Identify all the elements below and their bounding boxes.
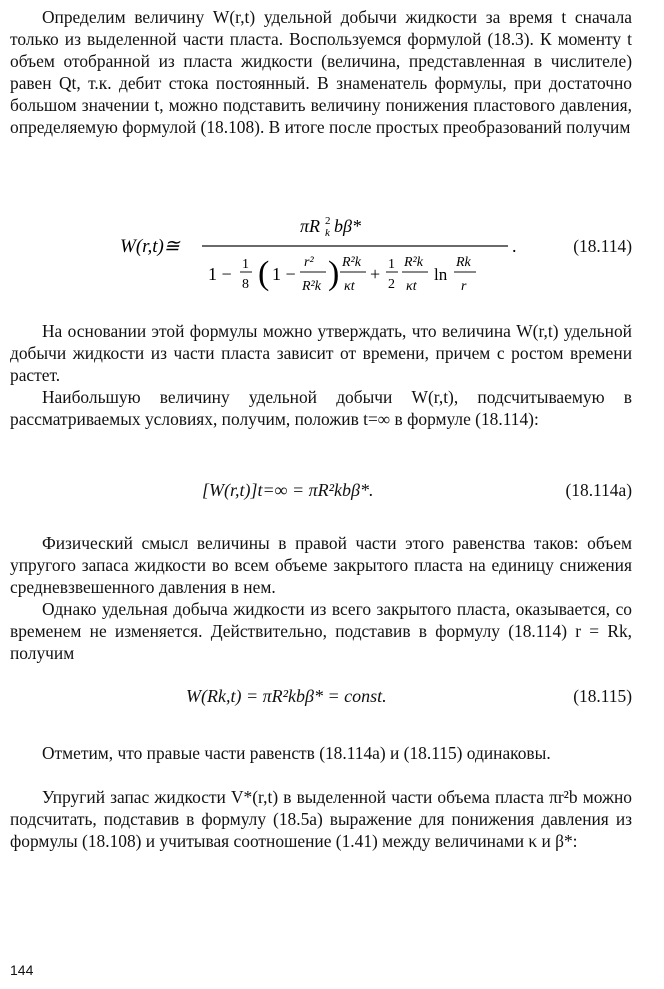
svg-text:2: 2: [388, 277, 395, 292]
svg-text:r: r: [461, 279, 467, 294]
svg-text:2: 2: [325, 215, 331, 227]
svg-text:r²: r²: [304, 255, 314, 270]
svg-text:ln: ln: [434, 265, 448, 284]
paragraph-6: Отметим, что правые части равенств (18.114a) и (18.115) одинаковы.: [42, 743, 551, 763]
equation-18-115-text: W(Rk,t) = πR²kbβ* = const.: [186, 686, 387, 706]
svg-text:bβ*: bβ*: [334, 216, 361, 236]
svg-text:κt: κt: [406, 279, 417, 294]
svg-text:1 −: 1 −: [208, 264, 232, 284]
equation-18-114a-text: [W(r,t)]t=∞ = πR²kbβ*.: [202, 480, 374, 500]
equation-18-115: [10, 682, 632, 722]
paragraph-1: Определим величину W(r,t) удельной добычи жидкости за время t сначала только из выделенной части пласта. Воспользуемся формулой (18.3). К моменту t объем отобранной из пласта жидкости (величина, представленная в числителе) равен Qt, т.к. дебит стока постоянный. В знаменатель формулы, при достаточно большом значении t, можно подставить величину понижения пластового давления, определяемую формулой (18.108). В итоге после простых преобразований получим: [10, 7, 632, 137]
equation-18-114a: [10, 474, 632, 514]
equation-18-114-number: (18.114): [573, 236, 632, 256]
paragraph-7: Упругий запас жидкости V*(r,t) в выделенной части объема пласта πr²b можно подсчитать, подставив в формулу (18.5a) выражение для понижения давления из формулы (18.108) и учитывая соотношение (1.41) между величинами κ и β*:: [10, 787, 632, 851]
paragraph-5: Однако удельная добыча жидкости из всего закрытого пласта, оказывается, со временем не изменяется. Действительно, подставив в формулу (18.114) r = Rk, получим: [10, 599, 632, 663]
svg-text:.: .: [512, 236, 517, 256]
svg-text:): ): [328, 255, 340, 292]
svg-text:πR: πR: [300, 216, 321, 236]
svg-text:R²k: R²k: [302, 279, 321, 294]
page-number: 144: [10, 962, 34, 978]
svg-text:1: 1: [242, 257, 249, 272]
svg-text:+: +: [370, 264, 381, 284]
svg-text:W(r,t)≅: W(r,t)≅: [120, 236, 180, 257]
svg-text:k: k: [325, 227, 330, 239]
svg-text:κt: κt: [344, 279, 355, 294]
paragraph-3: Наибольшую величину удельной добычи W(r,t), подсчитываемую в рассматриваемых условиях, получим, положив t=∞ в формуле (18.114):: [10, 387, 632, 429]
svg-text:1 −: 1 −: [272, 264, 296, 284]
equation-18-114-graphic: [120, 214, 664, 304]
svg-text:Rk: Rk: [456, 255, 471, 270]
svg-text:1: 1: [388, 257, 395, 272]
equation-18-115-number: (18.115): [573, 686, 632, 706]
svg-text:R²k: R²k: [404, 255, 423, 270]
svg-text:R²k: R²k: [342, 255, 361, 270]
svg-text:(: (: [258, 255, 270, 292]
equation-18-114a-number: (18.114a): [565, 480, 632, 500]
paragraph-2: На основании этой формулы можно утверждать, что величина W(r,t) удельной добычи жидкости из части пласта зависит от времени, причем с ростом времени растет.: [10, 321, 632, 385]
paragraph-4: Физический смысл величины в правой части этого равенства таков: объем упругого запаса жидкости во всем объеме закрытого пласта на единицу снижения средневзвешенного давления в нем.: [10, 533, 632, 597]
equation-18-114: [10, 214, 632, 304]
svg-text:8: 8: [242, 277, 249, 292]
